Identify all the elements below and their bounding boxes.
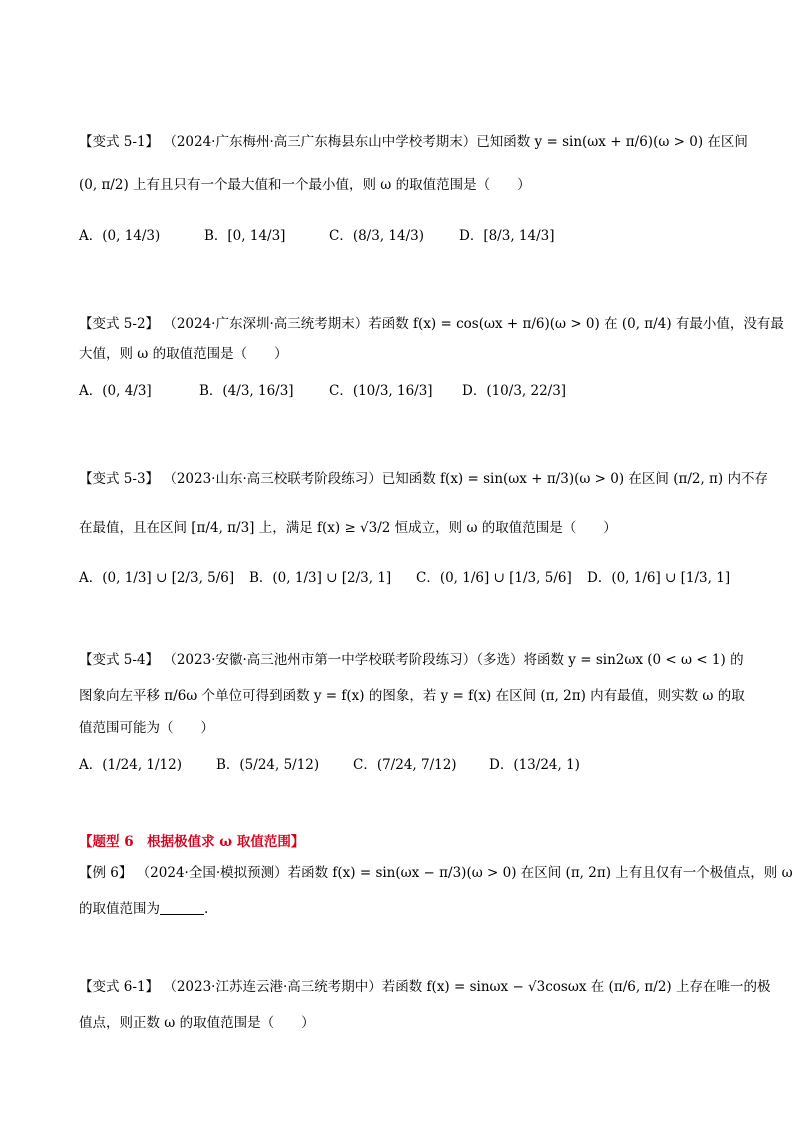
problem-5-1-options bbox=[79, 212, 740, 256]
option-c[interactable]: C．(7/24, 7/12) bbox=[353, 757, 457, 773]
problem-5-4-line-1: 【变式 5-4】 （2023·安徽·高三池州市第一中学校联考阶段练习）（多选）将函数 y = sin2ωx (0 < ω < 1) 的 bbox=[79, 652, 744, 668]
problem-5-3-line-1: 【变式 5-3】 （2023·山东·高三校联考阶段练习）已知函数 f(x) = sin(ωx + π/3)(ω > 0) 在区间 (π/2, π) 内不存 bbox=[79, 471, 768, 487]
variant-6-1-line-1: 【变式 6-1】 （2023·江苏连云港·高三统考期中）若函数 f(x) = sinωx − √3cosωx 在 (π/6, π/2) 上存在唯一的极 bbox=[79, 979, 771, 995]
example-6-line-2-text: 的取值范围为 bbox=[79, 901, 160, 917]
variant-6-1-line-2: 值点，则正数 ω 的取值范围是（ ） bbox=[79, 1015, 315, 1031]
section-title: 【题型 6 根据极值求 ω 取值范围】 bbox=[79, 834, 305, 850]
problem-5-4-options bbox=[79, 741, 740, 785]
option-b[interactable]: B．[0, 14/3] bbox=[204, 228, 286, 244]
option-d[interactable]: D．(0, 1/6] ∪ [1/3, 1] bbox=[587, 570, 731, 586]
option-b[interactable]: B．(5/24, 5/12) bbox=[216, 757, 320, 773]
option-a[interactable]: A．(1/24, 1/12) bbox=[79, 757, 182, 773]
option-c[interactable]: C．(0, 1/6] ∪ [1/3, 5/6] bbox=[416, 570, 572, 586]
example-6-tail: . bbox=[204, 901, 209, 917]
problem-5-1-line-1: 【变式 5-1】 （2024·广东梅州·高三广东梅县东山中学校考期末）已知函数 y = sin(ωx + π/6)(ω > 0) 在区间 bbox=[79, 134, 748, 150]
option-b[interactable]: B．(4/3, 16/3] bbox=[199, 383, 294, 399]
answer-blank[interactable] bbox=[160, 900, 204, 915]
option-b[interactable]: B．(0, 1/3] ∪ [2/3, 1] bbox=[249, 570, 392, 586]
option-a[interactable]: A．(0, 1/3] ∪ [2/3, 5/6] bbox=[79, 570, 235, 586]
option-c[interactable]: C．(10/3, 16/3] bbox=[329, 383, 433, 399]
problem-5-3-options bbox=[79, 554, 740, 598]
option-a[interactable]: A．(0, 14/3) bbox=[79, 228, 161, 244]
problem-5-4-line-2: 图象向左平移 π/6ω 个单位可得到函数 y = f(x) 的图象，若 y = f(x) 在区间 (π, 2π) 内有最值，则实数 ω 的取 bbox=[79, 688, 745, 704]
problem-5-3-line-2: 在最值，且在区间 [π/4, π/3] 上，满足 f(x) ≥ √3/2 恒成立，则 ω 的取值范围是（ ） bbox=[79, 520, 617, 536]
problem-5-2-line-1: 【变式 5-2】 （2024·广东深圳·高三统考期末）若函数 f(x) = cos(ωx + π/6)(ω > 0) 在 (0, π/4) 有最小值，没有最 bbox=[79, 316, 784, 332]
option-a[interactable]: A．(0, 4/3] bbox=[79, 383, 152, 399]
example-6-line-1: 【例 6】 （2024·全国·模拟预测）若函数 f(x) = sin(ωx − π/3)(ω > 0) 在区间 (π, 2π) 上有且仅有一个极值点，则 ω bbox=[79, 865, 793, 881]
option-d[interactable]: D．(10/3, 22/3] bbox=[462, 383, 567, 399]
option-d[interactable]: D．[8/3, 14/3] bbox=[459, 228, 555, 244]
example-6-line-2 bbox=[79, 896, 740, 922]
problem-5-2-options bbox=[79, 367, 740, 411]
option-c[interactable]: C．(8/3, 14/3) bbox=[329, 228, 424, 244]
problem-5-1-line-2: (0, π/2) 上有且只有一个最大值和一个最小值，则 ω 的取值范围是（ ） bbox=[79, 177, 531, 193]
problem-5-2-line-2: 大值，则 ω 的取值范围是（ ） bbox=[79, 346, 288, 362]
problem-5-4-line-3: 值范围可能为（ ） bbox=[79, 720, 214, 736]
option-d[interactable]: D．(13/24, 1) bbox=[489, 757, 580, 773]
